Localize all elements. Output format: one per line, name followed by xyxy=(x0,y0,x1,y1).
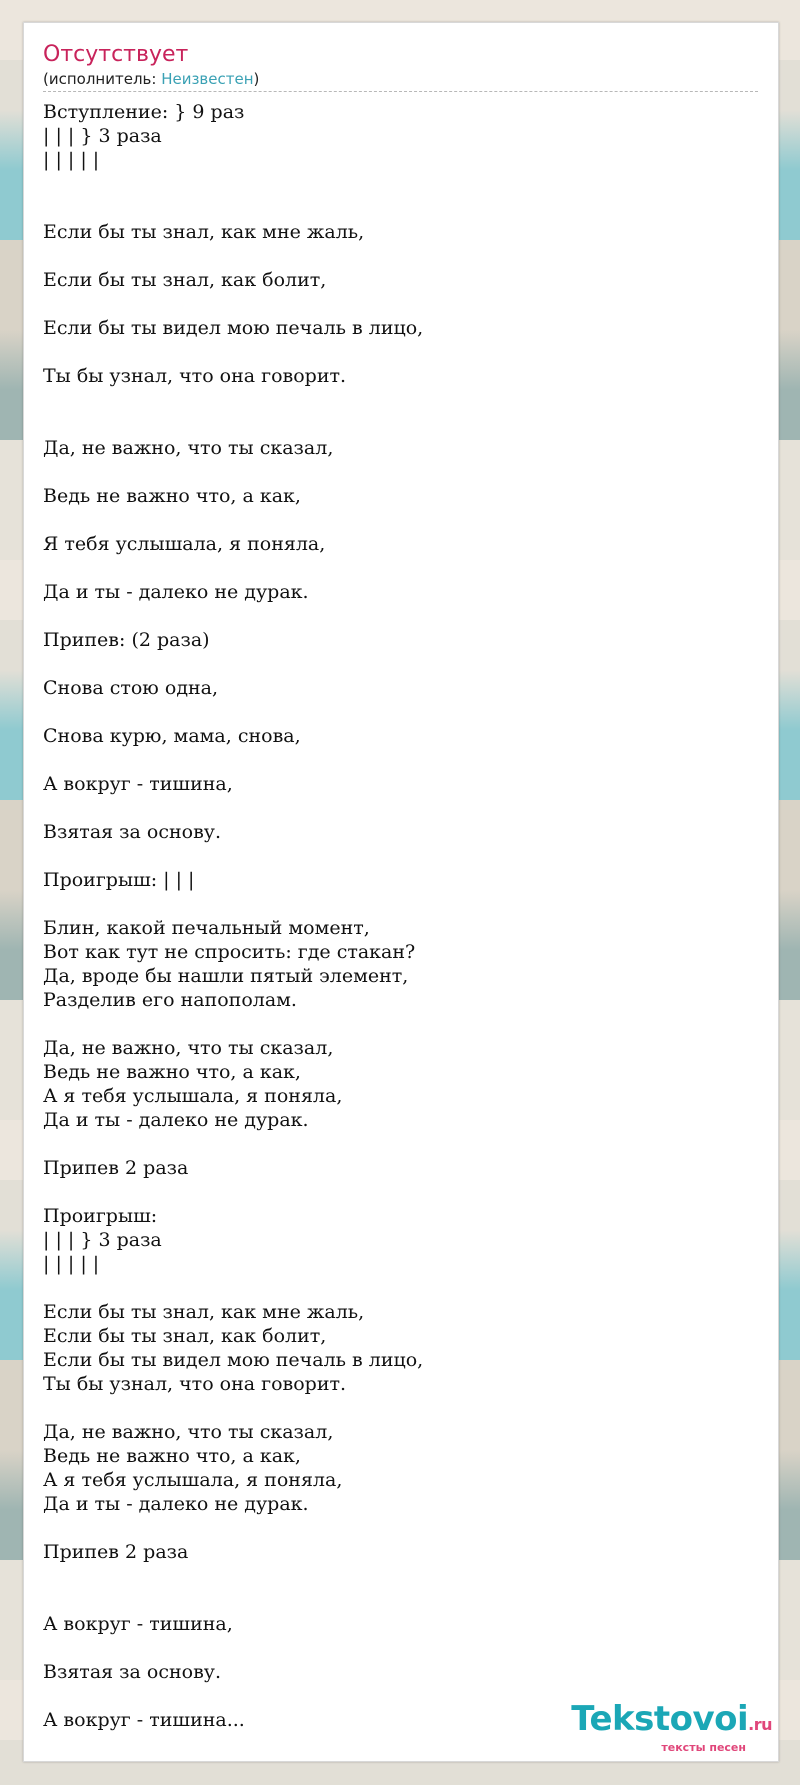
artist-suffix: ) xyxy=(253,70,260,88)
lyrics-card xyxy=(23,22,779,1762)
song-title: Отсутствует xyxy=(43,42,189,67)
lyrics-text: Вступление: } 9 раз | | | } 3 раза | | | | | Если бы ты знал, как мне жаль, Если бы ты знал, как болит, Если бы ты видел мою печаль в лицо, Ты бы узнал, что она говорит. Да, не важно, что ты сказал, Ведь не важно что, а как, Я тебя услышала, я поняла, Да и ты - далеко не дурак. Припев: (2 раза) Снова стою одна, Снова курю, мама, снова, А вокруг - тишина, Взятая за основу. Проигрыш: | | | Блин, какой печальный момент, Вот как тут не спросить: где стакан? Да, вроде бы нашли пятый элемент, Разделив его напополам. Да, не важно, что ты сказал, Ведь не важно что, а как, А я тебя услышала, я поняла, Да и ты - далеко не дурак. Припев 2 раза Проигрыш: | | | } 3 раза | | | | | Если бы ты знал, как мне жаль, Если бы ты знал, как болит, Если бы ты видел мою печаль в лицо, Ты бы узнал, что она говорит. Да, не важно, что ты сказал, Ведь не важно что, а как, А я тебя услышала, я поняла, Да и ты - далеко не дурак. Припев 2 раза А вокруг - тишина, Взятая за основу. А вокруг - тишина... xyxy=(43,101,424,1731)
song-header xyxy=(43,41,758,92)
artist-line xyxy=(43,69,758,89)
logo-name: Tekstovoi xyxy=(571,1699,749,1739)
artist-link[interactable]: Неизвестен xyxy=(161,70,254,88)
logo-tagline: тексты песен xyxy=(661,1741,746,1754)
artist-prefix: (исполнитель: xyxy=(43,70,162,88)
logo-tld: .ru xyxy=(748,1715,772,1734)
site-logo[interactable] xyxy=(571,1701,772,1753)
